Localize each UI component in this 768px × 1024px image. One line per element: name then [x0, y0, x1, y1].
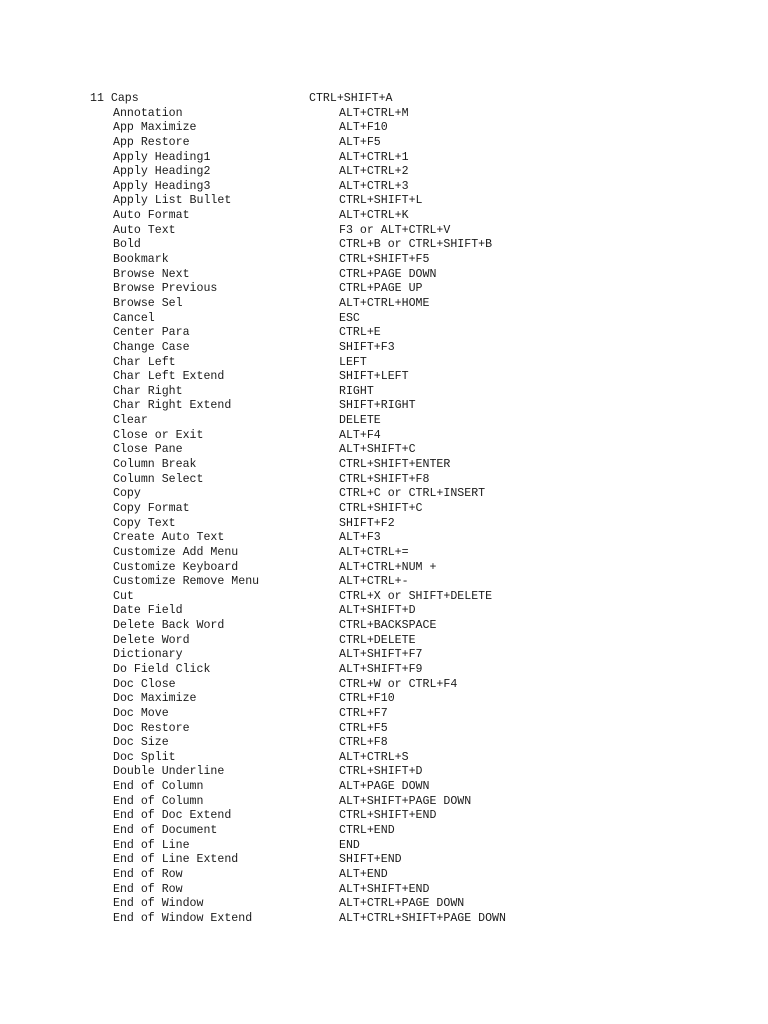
shortcut-row	[113, 678, 753, 693]
shortcut-row	[113, 604, 753, 619]
shortcut-keys: ALT+CTRL+SHIFT+PAGE DOWN	[339, 911, 506, 925]
shortcut-keys: ALT+F3	[339, 531, 381, 545]
shortcut-keys: CTRL+SHIFT+D	[339, 765, 423, 779]
command-name: End of Line	[113, 838, 190, 852]
command-name: Apply Heading1	[113, 150, 211, 164]
shortcut-row	[113, 107, 753, 122]
command-name: Copy	[113, 487, 141, 501]
shortcut-row	[113, 809, 753, 824]
shortcut-row	[113, 883, 753, 898]
command-name: Clear	[113, 414, 148, 428]
command-name: Cut	[113, 589, 134, 603]
shortcut-row	[113, 912, 753, 927]
command-name: Doc Maximize	[113, 692, 197, 706]
command-name: Customize Remove Menu	[113, 575, 260, 589]
shortcut-row	[113, 194, 753, 209]
shortcut-row	[113, 458, 753, 473]
command-name: Doc Move	[113, 706, 169, 720]
command-name: Bookmark	[113, 253, 169, 267]
shortcut-keys: CTRL+SHIFT+C	[339, 501, 423, 515]
shortcut-keys: ALT+CTRL+2	[339, 165, 409, 179]
command-name: End of Column	[113, 794, 204, 808]
shortcut-row	[113, 312, 753, 327]
shortcut-keys: CTRL+DELETE	[339, 633, 416, 647]
command-name: Browse Next	[113, 267, 190, 281]
shortcut-keys: CTRL+B or CTRL+SHIFT+B	[339, 238, 493, 252]
command-name: End of Window Extend	[113, 911, 253, 925]
shortcut-row	[113, 722, 753, 737]
shortcut-keys: ALT+SHIFT+F9	[339, 662, 423, 676]
shortcut-keys: ALT+SHIFT+END	[339, 882, 430, 896]
shortcut-keys: SHIFT+F2	[339, 516, 395, 530]
command-name: Char Right	[113, 384, 183, 398]
shortcut-row	[113, 282, 753, 297]
shortcut-keys: ALT+CTRL+3	[339, 179, 409, 193]
command-name: Doc Split	[113, 750, 176, 764]
command-name: Auto Format	[113, 209, 190, 223]
command-name: Close or Exit	[113, 428, 204, 442]
shortcut-row	[113, 487, 753, 502]
shortcut-row	[113, 780, 753, 795]
shortcut-row	[113, 121, 753, 136]
command-name: Auto Text	[113, 223, 176, 237]
shortcut-keys: ALT+SHIFT+C	[339, 443, 416, 457]
shortcut-row	[113, 136, 753, 151]
shortcut-keys: F3 or ALT+CTRL+V	[339, 223, 451, 237]
command-name: Double Underline	[113, 765, 225, 779]
shortcut-row	[113, 824, 753, 839]
shortcut-row	[113, 707, 753, 722]
shortcut-keys: CTRL+F7	[339, 706, 388, 720]
shortcut-row	[113, 165, 753, 180]
shortcut-keys: CTRL+F8	[339, 736, 388, 750]
shortcut-keys: END	[339, 838, 360, 852]
command-name: End of Window	[113, 897, 204, 911]
shortcut-keys: SHIFT+F3	[339, 340, 395, 354]
command-name: Char Left	[113, 355, 176, 369]
shortcut-row	[113, 663, 753, 678]
shortcut-keys: ALT+CTRL+PAGE DOWN	[339, 897, 465, 911]
command-name: Annotation	[113, 106, 183, 120]
shortcut-keys: CTRL+PAGE DOWN	[339, 267, 437, 281]
shortcut-row	[113, 209, 753, 224]
shortcut-keys: ALT+SHIFT+D	[339, 604, 416, 618]
shortcut-row	[113, 795, 753, 810]
shortcut-keys: ALT+END	[339, 867, 388, 881]
command-name: Copy Text	[113, 516, 176, 530]
shortcut-keys: CTRL+F5	[339, 721, 388, 735]
shortcut-keys: CTRL+W or CTRL+F4	[339, 677, 458, 691]
shortcut-keys: ALT+CTRL+K	[339, 209, 409, 223]
shortcut-row	[113, 399, 753, 414]
shortcut-row	[113, 414, 753, 429]
shortcut-row	[113, 268, 753, 283]
command-name: Delete Word	[113, 633, 190, 647]
shortcut-row	[90, 92, 393, 107]
shortcut-keys: CTRL+END	[339, 824, 395, 838]
command-name: Char Right Extend	[113, 399, 232, 413]
shortcut-keys: CTRL+C or CTRL+INSERT	[339, 487, 486, 501]
shortcut-row	[113, 429, 753, 444]
shortcut-row	[113, 443, 753, 458]
shortcut-keys: ALT+F5	[339, 135, 381, 149]
command-name: Doc Size	[113, 736, 169, 750]
shortcut-list	[113, 107, 753, 927]
shortcut-row	[113, 517, 753, 532]
shortcut-row	[113, 502, 753, 517]
shortcut-keys: ALT+SHIFT+PAGE DOWN	[339, 794, 472, 808]
shortcut-keys: CTRL+SHIFT+A	[309, 92, 393, 105]
shortcut-row	[113, 765, 753, 780]
command-name: Customize Keyboard	[113, 560, 239, 574]
command-name: Browse Previous	[113, 282, 218, 296]
shortcut-keys: CTRL+SHIFT+L	[339, 194, 423, 208]
shortcut-row	[113, 868, 753, 883]
command-name: Close Pane	[113, 443, 183, 457]
shortcut-keys: ALT+F10	[339, 121, 388, 135]
shortcut-row	[113, 385, 753, 400]
command-name: End of Doc Extend	[113, 809, 232, 823]
shortcut-row	[113, 897, 753, 912]
command-name: Column Select	[113, 472, 204, 486]
shortcut-row	[113, 531, 753, 546]
shortcut-keys: CTRL+X or SHIFT+DELETE	[339, 589, 493, 603]
shortcut-row	[113, 619, 753, 634]
shortcut-row	[113, 634, 753, 649]
shortcut-row	[113, 853, 753, 868]
command-name: Doc Close	[113, 677, 176, 691]
shortcut-row	[113, 326, 753, 341]
command-name: Doc Restore	[113, 721, 190, 735]
command-name: Customize Add Menu	[113, 545, 239, 559]
shortcut-row	[113, 341, 753, 356]
shortcut-row	[113, 224, 753, 239]
command-name: Dictionary	[113, 648, 183, 662]
shortcut-keys: DELETE	[339, 414, 381, 428]
shortcut-keys: CTRL+PAGE UP	[339, 282, 423, 296]
shortcut-keys: ESC	[339, 311, 360, 325]
command-name: End of Column	[113, 780, 204, 794]
command-name: Cancel	[113, 311, 155, 325]
shortcut-keys: ALT+F4	[339, 428, 381, 442]
shortcut-keys: RIGHT	[339, 384, 374, 398]
shortcut-keys: SHIFT+END	[339, 853, 402, 867]
shortcut-keys: CTRL+E	[339, 326, 381, 340]
shortcut-row	[113, 590, 753, 605]
shortcut-keys: ALT+CTRL+S	[339, 750, 409, 764]
command-name: Change Case	[113, 340, 190, 354]
shortcut-row	[113, 253, 753, 268]
shortcut-row	[113, 751, 753, 766]
shortcut-row	[113, 180, 753, 195]
shortcut-keys: CTRL+SHIFT+END	[339, 809, 437, 823]
command-name: Char Left Extend	[113, 370, 225, 384]
shortcut-row	[113, 575, 753, 590]
command-name: Apply Heading3	[113, 179, 211, 193]
shortcut-keys: CTRL+SHIFT+ENTER	[339, 458, 451, 472]
shortcut-row	[113, 473, 753, 488]
shortcut-row	[113, 648, 753, 663]
command-name: App Maximize	[113, 121, 197, 135]
shortcut-row	[113, 356, 753, 371]
shortcut-keys: ALT+CTRL+NUM +	[339, 560, 437, 574]
command-name: Column Break	[113, 458, 197, 472]
shortcut-row	[113, 546, 753, 561]
shortcut-keys: CTRL+SHIFT+F8	[339, 472, 430, 486]
command-name: Date Field	[113, 604, 183, 618]
shortcut-keys: ALT+CTRL+1	[339, 150, 409, 164]
shortcut-keys: SHIFT+RIGHT	[339, 399, 416, 413]
shortcut-keys: ALT+SHIFT+F7	[339, 648, 423, 662]
shortcut-row	[113, 561, 753, 576]
command-name: Apply Heading2	[113, 165, 211, 179]
shortcut-row	[113, 151, 753, 166]
command-name: End of Line Extend	[113, 853, 239, 867]
command-name: 11 Caps	[90, 92, 139, 105]
command-name: Bold	[113, 238, 141, 252]
shortcut-row	[113, 370, 753, 385]
command-name: Browse Sel	[113, 296, 183, 310]
command-name: Do Field Click	[113, 662, 211, 676]
shortcut-keys: SHIFT+LEFT	[339, 370, 409, 384]
shortcut-keys: ALT+PAGE DOWN	[339, 780, 430, 794]
shortcut-keys: ALT+CTRL+=	[339, 545, 409, 559]
command-name: End of Row	[113, 867, 183, 881]
command-name: Apply List Bullet	[113, 194, 232, 208]
shortcut-row	[113, 238, 753, 253]
shortcut-keys: ALT+CTRL+HOME	[339, 296, 430, 310]
shortcut-row	[113, 736, 753, 751]
command-name: Delete Back Word	[113, 619, 225, 633]
shortcut-keys: LEFT	[339, 355, 367, 369]
shortcut-row	[113, 692, 753, 707]
shortcut-keys: ALT+CTRL+M	[339, 106, 409, 120]
command-name: Copy Format	[113, 501, 190, 515]
shortcut-keys: CTRL+SHIFT+F5	[339, 253, 430, 267]
shortcut-row	[113, 839, 753, 854]
command-name: End of Row	[113, 882, 183, 896]
shortcut-row	[113, 297, 753, 312]
command-name: App Restore	[113, 135, 190, 149]
shortcut-keys: ALT+CTRL+-	[339, 575, 409, 589]
shortcut-keys: CTRL+F10	[339, 692, 395, 706]
command-name: Center Para	[113, 326, 190, 340]
command-name: Create Auto Text	[113, 531, 225, 545]
shortcut-keys: CTRL+BACKSPACE	[339, 619, 437, 633]
command-name: End of Document	[113, 824, 218, 838]
